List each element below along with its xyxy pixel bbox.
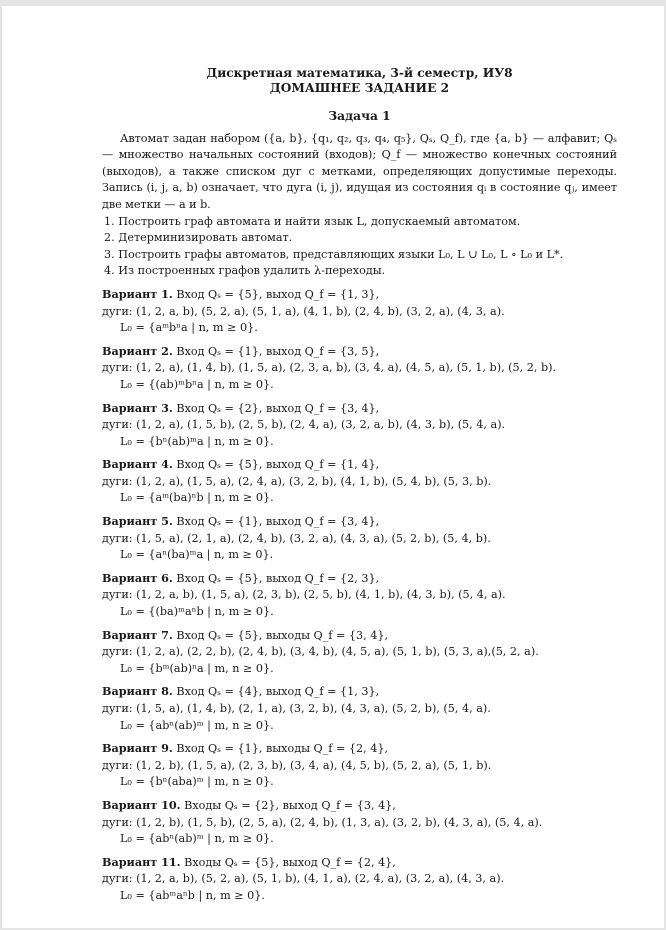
course-title: Дискретная математика, 3-й семестр, ИУ8 xyxy=(206,66,513,80)
variant-arcs: дуги: (1, 2, a), (1, 5, b), (2, 5, b), (2, 4, a), (3, 2, a, b), (4, 3, b), (5, 4, a). xyxy=(102,418,506,432)
variant-title: Вариант 9. xyxy=(102,741,173,756)
variant-io: Вход Qₛ = {2}, выход Q_f = {3, 4}, xyxy=(176,401,380,415)
variant-header xyxy=(102,513,617,531)
variant-block xyxy=(102,627,617,678)
variant-io: Вход Qₛ = {1}, выходы Q_f = {2, 4}, xyxy=(176,742,389,756)
variant-arcs: дуги: (1, 2, a, b), (5, 2, a), (5, 1, a), (4, 1, b), (2, 4, b), (3, 2, a), (4, 3, a). xyxy=(102,304,505,318)
variant-arcs: дуги: (1, 2, a), (2, 2, b), (2, 4, b), (3, 4, b), (4, 5, a), (5, 1, b), (5, 3, a),(5, 2, a). xyxy=(102,645,539,659)
instruction-item: 3. Построить графы автоматов, представляющих языки L₀, L ∪ L₀, L ∘ L₀ и L*. xyxy=(104,247,564,261)
variant-io: Входы Qₛ = {2}, выход Q_f = {3, 4}, xyxy=(184,798,396,812)
instruction-item: 2. Детерминизировать автомат. xyxy=(104,231,293,245)
variant-language: L₀ = {aⁿ(ba)ᵐa | n, m ≥ 0}. xyxy=(120,548,274,562)
variant-title: Вариант 10. xyxy=(102,797,181,812)
variant-block xyxy=(102,286,617,337)
variant-arcs: дуги: (1, 5, a), (1, 4, b), (2, 1, a), (3, 2, b), (4, 3, a), (5, 2, b), (5, 4, a). xyxy=(102,702,491,715)
variant-io: Входы Qₛ = {5}, выход Q_f = {2, 4}, xyxy=(184,855,396,869)
variant-block xyxy=(102,456,617,507)
variant-language: L₀ = {bⁿ(ab)ᵐa | n, m ≥ 0}. xyxy=(120,434,274,448)
variant-io: Вход Qₛ = {5}, выход Q_f = {1, 4}, xyxy=(176,458,380,472)
variant-block xyxy=(102,740,617,791)
variant-header xyxy=(102,400,617,418)
instruction-list xyxy=(102,214,617,280)
variant-io: Вход Qₛ = {5}, выход Q_f = {1, 3}, xyxy=(176,287,380,301)
variant-title: Вариант 8. xyxy=(102,684,173,699)
variant-header xyxy=(102,343,617,361)
variant-language: L₀ = {abⁿ(ab)ᵐ | n, m ≥ 0}. xyxy=(120,832,274,846)
variant-language: L₀ = {bⁿ(aba)ᵐ | m, n ≥ 0}. xyxy=(120,775,274,789)
variant-block xyxy=(102,570,617,621)
instruction-item: 1. Построить граф автомата и найти язык L, допускаемый автоматом. xyxy=(104,214,521,228)
variant-io: Вход Qₛ = {1}, выход Q_f = {3, 5}, xyxy=(176,344,380,358)
homework-title: ДОМАШНЕЕ ЗАДАНИЕ 2 xyxy=(269,81,450,95)
variant-title: Вариант 1. xyxy=(102,286,173,301)
variant-block xyxy=(102,513,617,564)
variant-header xyxy=(102,286,617,304)
variant-arcs: дуги: (1, 2, a, b), (1, 5, a), (2, 3, b), (2, 5, b), (4, 1, b), (4, 3, b), (5, 4, a). xyxy=(102,588,506,602)
variant-language: L₀ = {bᵐ(ab)ⁿa | m, n ≥ 0}. xyxy=(120,661,274,675)
variant-title: Вариант 4. xyxy=(102,457,173,472)
variant-header xyxy=(102,683,617,701)
variant-title: Вариант 2. xyxy=(102,343,173,358)
variant-header xyxy=(102,740,617,758)
variant-arcs: дуги: (1, 2, b), (1, 5, b), (2, 5, a), (2, 4, b), (1, 3, a), (3, 2, b), (4, 3, a), (5, 4, a). xyxy=(102,815,543,829)
variant-title: Вариант 5. xyxy=(102,514,173,529)
variant-header xyxy=(102,570,617,588)
variant-language: L₀ = {abᵐaⁿb | n, m ≥ 0}. xyxy=(120,888,265,902)
variant-language: L₀ = {abⁿ(ab)ᵐ | m, n ≥ 0}. xyxy=(120,718,274,732)
task-description: Автомат задан набором ({a, b}, {q₁, q₂, q₃, q₄, q₅}, Qₛ, Q_f), где {a, b} — алфавит; Qₛ — множество начальных состояний (входов); Q_f — множество конечных состояний (выходов), а также списком дуг с метками, определяющих допустимые переходы. Запись (i, j, a, b) означает, что дуга (i, j), идущая из состояния qᵢ в состояние qⱼ, имеет две метки — a и b. xyxy=(102,131,617,211)
task-title: Задача 1 xyxy=(328,109,391,123)
variant-arcs: дуги: (1, 5, a), (2, 1, a), (2, 4, b), (3, 2, a), (4, 3, a), (5, 2, b), (5, 4, b). xyxy=(102,531,491,545)
variant-language: L₀ = {aᵐbⁿa | n, m ≥ 0}. xyxy=(120,321,258,335)
variant-io: Вход Qₛ = {5}, выход Q_f = {2, 3}, xyxy=(176,571,380,585)
variant-block xyxy=(102,400,617,451)
variant-arcs: дуги: (1, 2, a), (1, 5, a), (2, 4, a), (3, 2, b), (4, 1, b), (5, 4, b), (5, 3, b). xyxy=(102,474,492,488)
variant-title: Вариант 6. xyxy=(102,570,173,585)
variant-title: Вариант 3. xyxy=(102,400,173,415)
variant-language: L₀ = {(ba)ᵐaⁿb | n, m ≥ 0}. xyxy=(120,605,274,619)
variant-block xyxy=(102,343,617,394)
instruction-item: 4. Из построенных графов удалить λ-переходы. xyxy=(104,264,386,278)
variant-header xyxy=(102,797,617,815)
document-page xyxy=(102,66,617,905)
variant-header xyxy=(102,456,617,474)
variant-title: Вариант 11. xyxy=(102,854,181,869)
variant-title: Вариант 7. xyxy=(102,627,173,642)
variant-arcs: дуги: (1, 2, a), (1, 4, b), (1, 5, a), (2, 3, a, b), (3, 4, a), (4, 5, a), (5, 1, b), (5, 2, b). xyxy=(102,361,557,375)
variant-io: Вход Qₛ = {5}, выходы Q_f = {3, 4}, xyxy=(176,628,389,642)
variant-block xyxy=(102,854,617,905)
variant-block xyxy=(102,797,617,848)
variant-io: Вход Qₛ = {4}, выход Q_f = {1, 3}, xyxy=(176,685,380,699)
variant-list xyxy=(102,286,617,905)
variant-arcs: дуги: (1, 2, a, b), (5, 2, a), (5, 1, b), (4, 1, a), (2, 4, a), (3, 2, a), (4, 3, a). xyxy=(102,872,505,886)
variant-language: L₀ = {(ab)ᵐbⁿa | n, m ≥ 0}. xyxy=(120,377,274,391)
variant-block xyxy=(102,683,617,734)
variant-io: Вход Qₛ = {1}, выход Q_f = {3, 4}, xyxy=(176,515,380,529)
variant-header xyxy=(102,627,617,645)
variant-language: L₀ = {aᵐ(ba)ⁿb | n, m ≥ 0}. xyxy=(120,491,274,505)
variant-arcs: дуги: (1, 2, b), (1, 5, a), (2, 3, b), (3, 4, a), (4, 5, b), (5, 2, a), (5, 1, b). xyxy=(102,758,492,772)
variant-header xyxy=(102,854,617,872)
